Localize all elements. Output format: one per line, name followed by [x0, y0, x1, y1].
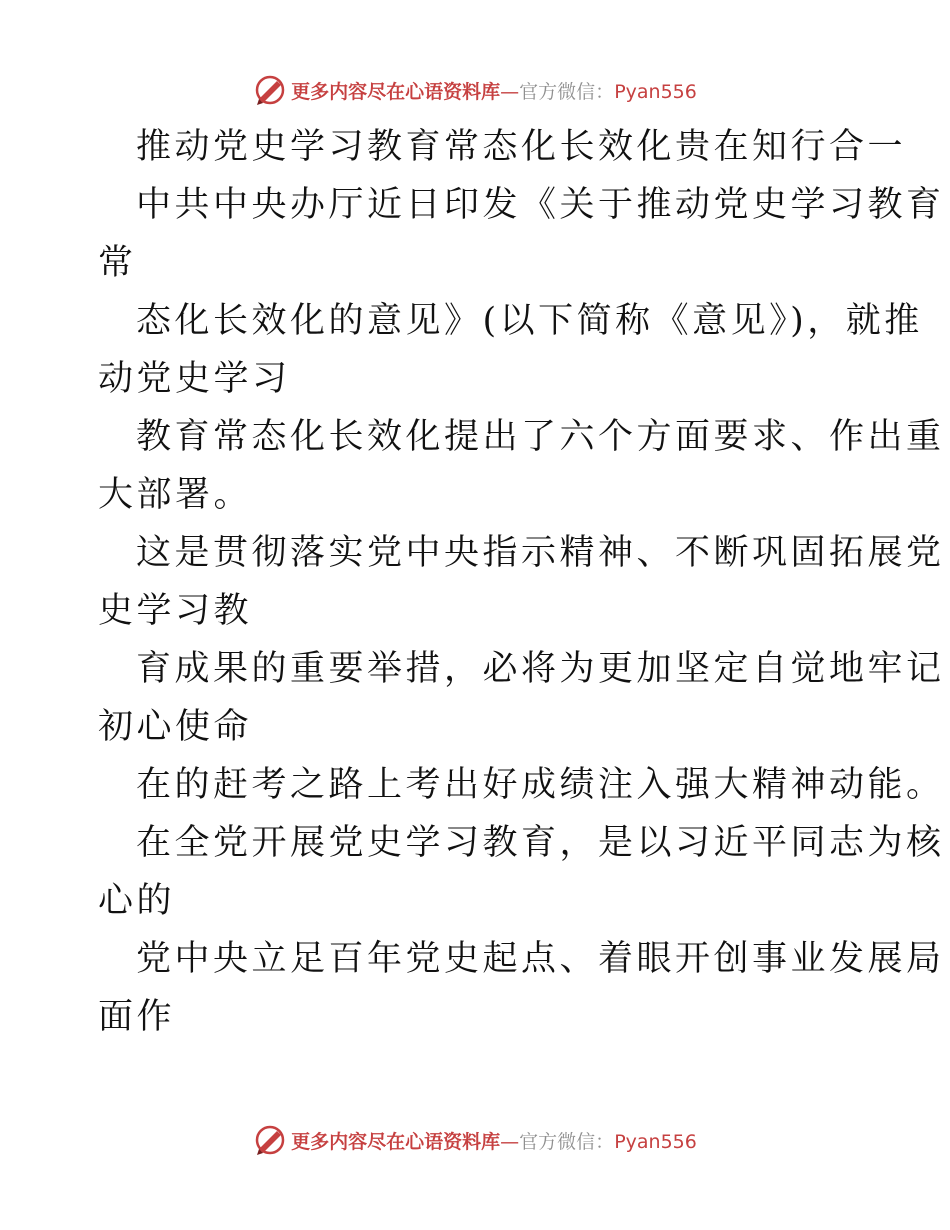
watermark-separator: — [500, 1130, 520, 1153]
watermark-official: 官方微信： [519, 1130, 615, 1153]
header-watermark [0, 70, 950, 110]
text-line: 在全党开展党史学习教育，是以习近平同志为核 [136, 823, 945, 863]
text-line: 史学习教 [98, 591, 253, 631]
watermark-id: Pyan556 [614, 80, 697, 103]
footer-watermark [0, 1120, 950, 1160]
watermark-main: 更多内容尽在心语资料库 [291, 80, 501, 103]
text-line: 态化长效化的意见》(以下简称《意见》)，就推 [136, 301, 923, 341]
watermark-text [291, 77, 697, 104]
text-line: 这是贯彻落实党中央指示精神、不断巩固拓展党 [136, 533, 945, 573]
text-line: 动党史学习 [98, 359, 291, 399]
pen-logo-icon [253, 1123, 287, 1157]
text-line: 面作 [98, 997, 176, 1037]
text-line: 初心使命 [98, 707, 253, 747]
watermark-separator: — [500, 80, 520, 103]
text-line: 推动党史学习教育常态化长效化贵在知行合一 [136, 127, 907, 167]
text-line: 心的 [98, 881, 176, 921]
watermark-main: 更多内容尽在心语资料库 [291, 1130, 501, 1153]
text-line: 大部署。 [98, 475, 253, 515]
watermark-text [291, 1127, 697, 1154]
document-body [98, 118, 945, 1046]
text-line: 常 [98, 243, 137, 283]
text-line: 在的赶考之路上考出好成绩注入强大精神动能。 [136, 765, 945, 805]
pen-logo-icon [253, 73, 287, 107]
watermark-id: Pyan556 [614, 1130, 697, 1153]
text-line: 育成果的重要举措，必将为更加坚定自觉地牢记 [136, 649, 945, 689]
text-line: 党中央立足百年党史起点、着眼开创事业发展局 [136, 939, 945, 979]
text-line: 中共中央办厅近日印发《关于推动党史学习教育 [136, 185, 945, 225]
text-line: 教育常态化长效化提出了六个方面要求、作出重 [136, 417, 945, 457]
watermark-official: 官方微信： [519, 80, 615, 103]
